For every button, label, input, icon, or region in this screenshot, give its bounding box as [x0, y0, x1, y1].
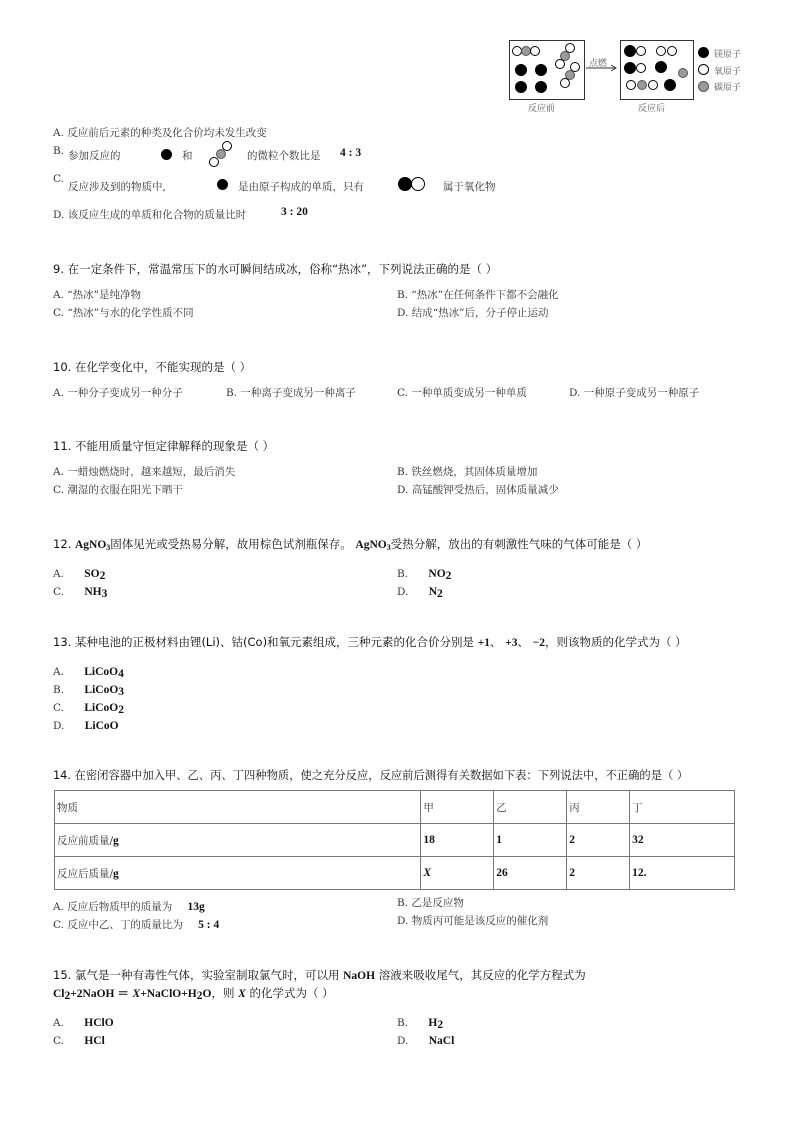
table-cell: 反应后质量/g — [55, 857, 421, 890]
q10-option-a: A. 一种分子变成另一种分子 — [53, 387, 183, 399]
table-header: 乙 — [494, 791, 567, 824]
q13-option-a: A. LiCoO$_4$ — [53, 666, 124, 680]
q8-option-c-text: 反应涉及到的物质中, — [68, 181, 166, 193]
table-row — [55, 857, 735, 890]
oxygen-atom-icon — [530, 46, 540, 56]
q9-option-d: D. 结成“热冰”后，分子停止运动 — [397, 307, 549, 319]
q15-option-b: B. $H_2$ — [397, 1017, 444, 1031]
oxygen-atom-icon — [656, 46, 666, 56]
magnesium-atom-icon — [515, 64, 527, 76]
q11-option-c: C. 潮湿的衣服在阳光下晒干 — [53, 484, 183, 496]
stem-text: 固体见光或受热易分解，故用棕色试剂瓶保存。 — [110, 537, 352, 551]
q14-option-c: C. 反应中乙、丁的质量比为 5 : 4 — [53, 919, 220, 931]
q12-stem — [53, 536, 647, 552]
after-label: 反应后 — [638, 104, 666, 114]
q8-option-a: A. 反应前后元素的种类及化合价均未发生改变 — [53, 127, 267, 139]
q9-option-b: B. “热冰”在任何条件下都不会融化 — [397, 289, 559, 301]
stem-text: 受热分解，放出的有刺激性气味的气体可能是（ ） — [390, 537, 648, 551]
magnesium-atom-icon — [624, 45, 636, 57]
q8-option-d-ratio: 3 : 20 — [281, 206, 308, 218]
carbon-atom-icon — [678, 68, 688, 78]
q13-option-c: C. LiCoO$_2$ — [53, 702, 124, 716]
magnesium-atom-icon — [161, 149, 172, 160]
q12-option-a: A. $SO_2$ — [53, 568, 106, 582]
q15-option-a: A. HClO — [53, 1017, 114, 1029]
magnesium-legend-icon — [698, 47, 709, 58]
magnesium-atom-icon — [624, 62, 636, 74]
q15-option-d: D. NaCl — [397, 1035, 455, 1047]
oxygen-atom-icon — [411, 177, 425, 191]
q15-stem-line2: $Cl_2+2NaOH$ ＝ $X+NaClO+H_2O$，则 X 的化学式为（ ） — [53, 986, 334, 1002]
q14-stem: 14. 在密闭容器中加入甲、乙、丙、丁四种物质，使之充分反应，反应前后测得有关数据如下表：下列说法中，不正确的是（ ） — [53, 769, 689, 782]
table-cell: X — [421, 857, 494, 890]
q8-option-c-text: 属于氧化物 — [443, 181, 496, 193]
magnesium-atom-icon — [515, 81, 527, 93]
q14-option-d: D. 物质丙可能是该反应的催化剂 — [397, 915, 549, 927]
q8-option-b-letter: B. — [53, 145, 65, 157]
q15-stem-line1: 15. 氯气是一种有毒性气体，实验室制取氯气时，可以用 NaOH 溶液来吸收尾气，其反应的化学方程式为 — [53, 968, 586, 982]
table-cell: 32 — [630, 824, 735, 857]
table-row — [55, 791, 735, 824]
q8-option-b-ratio: 4 : 3 — [340, 147, 362, 159]
q11-option-d: D. 高锰酸钾受热后，固体质量减少 — [397, 484, 559, 496]
magnesium-atom-icon — [535, 81, 547, 93]
q8-option-b-text: 和 — [182, 150, 193, 162]
table-header: 甲 — [421, 791, 494, 824]
q8-option-b-text: 的微粒个数比是 — [247, 150, 321, 162]
carbon-atom-icon — [637, 80, 647, 90]
q8-option-c-letter: C. — [53, 173, 64, 185]
legend-label: 镁原子 — [714, 50, 742, 60]
q9-stem: 9. 在一定条件下，常温常压下的水可瞬间结成冰，俗称“热冰”，下列说法正确的是（ ） — [53, 262, 498, 276]
q10-option-b: B. 一种离子变成另一种离子 — [226, 387, 356, 399]
before-label: 反应前 — [528, 104, 556, 114]
q8-option-c-text: 是由原子构成的单质，只有 — [238, 181, 364, 193]
oxygen-legend-icon — [698, 64, 709, 75]
q14-option-a: A. 反应后物质甲的质量为 13g — [53, 901, 205, 913]
arrow-label: 点燃 — [589, 59, 608, 69]
q10-stem: 10. 在化学变化中，不能实现的是（ ） — [53, 360, 252, 374]
q8-option-b-text: 参加反应的 — [68, 150, 121, 162]
table-header: 丁 — [630, 791, 735, 824]
q14-data-table — [54, 790, 735, 890]
table-cell: 2 — [567, 824, 630, 857]
formula: AgNO$_3$ — [74, 539, 111, 552]
table-cell: 18 — [421, 824, 494, 857]
magnesium-atom-icon — [217, 179, 228, 190]
oxygen-atom-icon — [626, 80, 636, 90]
legend-label: 碳原子 — [714, 83, 742, 93]
q15-option-c: C. HCl — [53, 1035, 105, 1047]
magnesium-atom-icon — [398, 177, 412, 191]
q12-option-c: C. $NH_3$ — [53, 586, 108, 600]
q10-option-d: D. 一种原子变成另一种原子 — [569, 387, 700, 399]
table-cell: 1 — [494, 824, 567, 857]
oxygen-atom-icon — [560, 78, 570, 88]
carbon-legend-icon — [698, 81, 709, 92]
magnesium-atom-icon — [655, 61, 667, 73]
table-row — [55, 824, 735, 857]
q11-option-a: A. 一蜡烛燃烧时，越来越短，最后消失 — [53, 466, 236, 478]
magnesium-atom-icon — [664, 79, 676, 91]
q9-option-c: C. “热冰”与水的化学性质不同 — [53, 307, 194, 319]
q12-option-b: B. $NO_2$ — [397, 568, 452, 582]
table-cell: 26 — [494, 857, 567, 890]
q8-option-d: D. 该反应生成的单质和化合物的质量比时 — [53, 209, 247, 221]
q14-option-b: B. 乙是反应物 — [397, 897, 464, 909]
q11-stem: 11. 不能用质量守恒定律解释的现象是（ ） — [53, 439, 275, 453]
q13-stem: 13. 某种电池的正极材料由锂(Li)、钴(Co)和氧元素组成，三种元素的化合价分别是 +1、 +3、 −2，则该物质的化学式为（ ） — [53, 635, 687, 649]
q11-option-b: B. 铁丝燃烧，其固体质量增加 — [397, 466, 538, 478]
oxygen-atom-icon — [209, 157, 219, 167]
oxygen-atom-icon — [648, 80, 658, 90]
q10-option-c: C. 一种单质变成另一种单质 — [397, 387, 527, 399]
oxygen-atom-icon — [667, 46, 677, 56]
table-cell: 反应前质量/g — [55, 824, 421, 857]
legend-label: 氧原子 — [714, 67, 742, 77]
q12-option-d: D. $N_2$ — [397, 586, 443, 600]
question-number: 12. — [53, 537, 72, 551]
formula: AgNO$_3$ — [355, 539, 391, 552]
table-header: 物质 — [55, 791, 421, 824]
q9-option-a: A. “热冰”是纯净物 — [53, 289, 141, 301]
table-cell: 12. — [630, 857, 735, 890]
q13-option-b: B. LiCoO$_3$ — [53, 684, 125, 698]
magnesium-atom-icon — [535, 64, 547, 76]
q13-option-d: D. LiCoO — [53, 720, 119, 732]
oxygen-atom-icon — [636, 63, 646, 73]
oxygen-atom-icon — [555, 59, 565, 69]
table-cell: 2 — [567, 857, 630, 890]
table-header: 丙 — [567, 791, 630, 824]
oxygen-atom-icon — [636, 46, 646, 56]
arrow-icon — [585, 64, 619, 72]
